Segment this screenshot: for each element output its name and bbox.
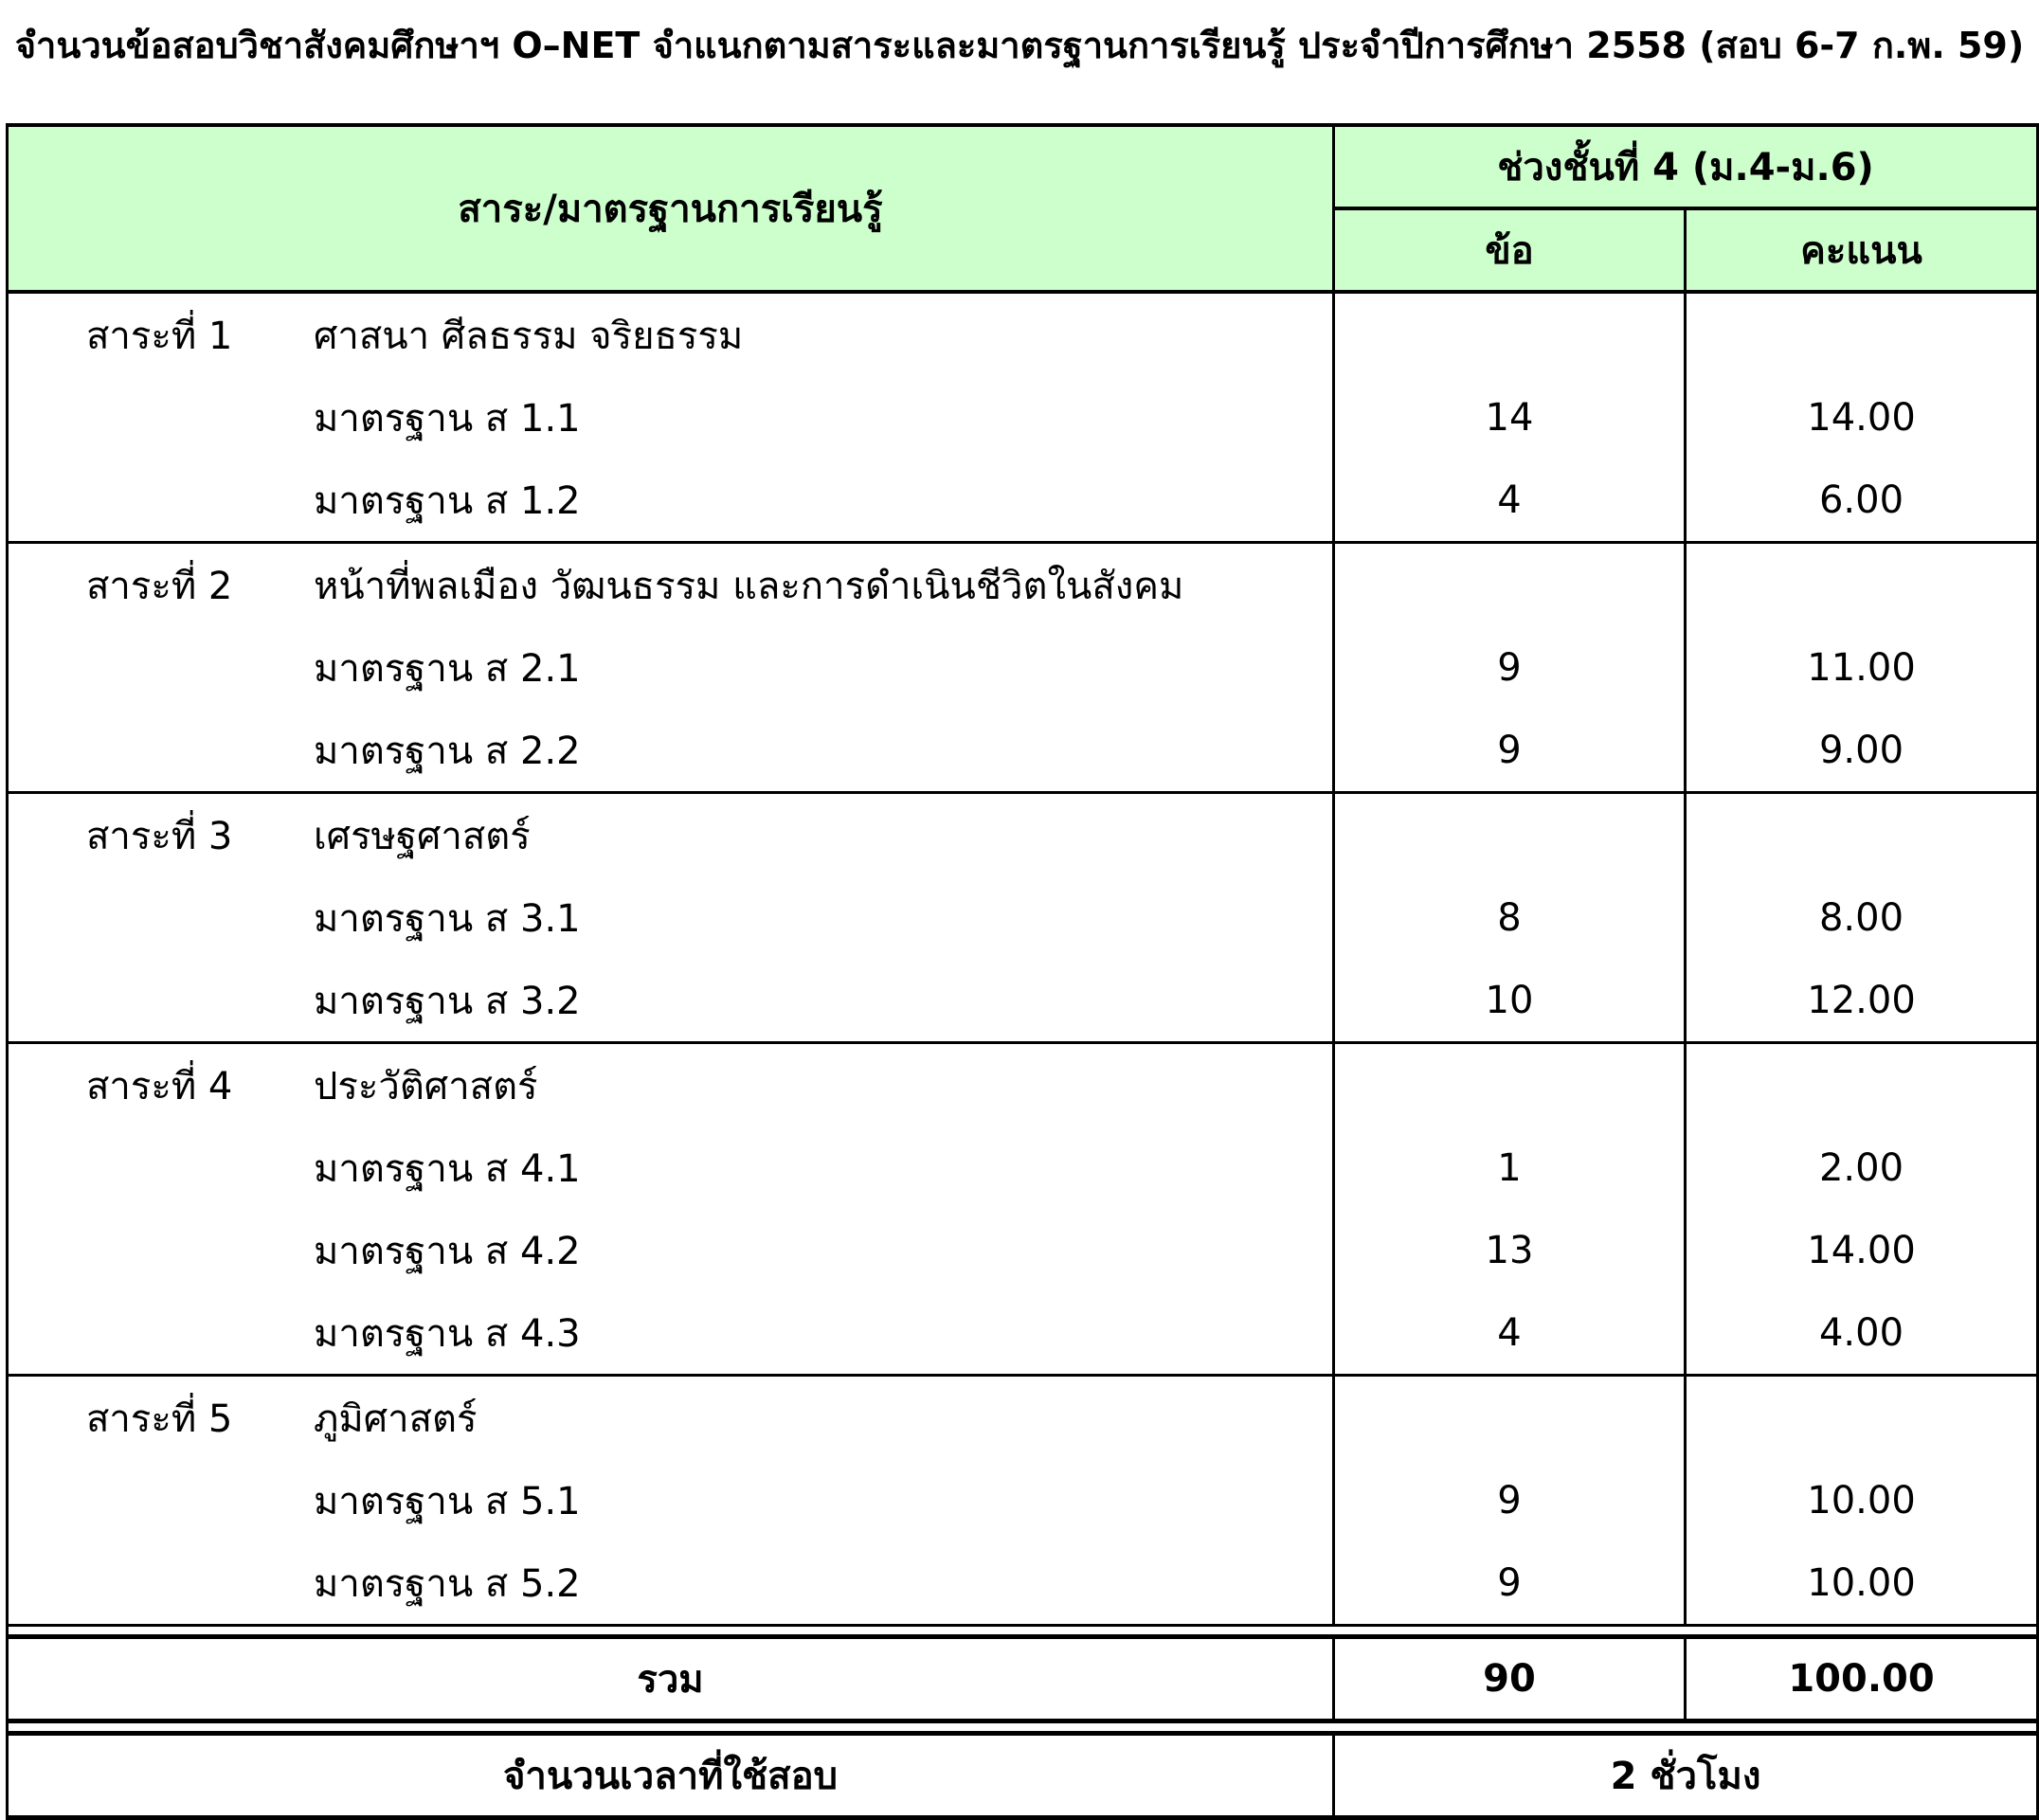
strand-items-cell bbox=[1334, 1376, 1686, 1460]
standard-score: 10.00 bbox=[1686, 1459, 2038, 1541]
strand-label-cell bbox=[8, 793, 1334, 877]
spacer-cell bbox=[8, 1721, 2038, 1734]
strand-subject: ภูมิศาสตร์ bbox=[314, 1397, 478, 1441]
strand-subject: หน้าที่พลเมือง วัฒนธรรม และการดำเนินชีวิตในสังคม bbox=[314, 564, 1184, 608]
standard-score: 6.00 bbox=[1686, 459, 2038, 543]
strand-label-cell bbox=[8, 292, 1334, 376]
total-row bbox=[8, 1637, 2038, 1721]
header-items: ข้อ bbox=[1334, 208, 1686, 292]
standard-label-cell bbox=[8, 1126, 1334, 1209]
standard-score: 9.00 bbox=[1686, 709, 2038, 793]
standard-label-cell bbox=[8, 459, 1334, 543]
standard-score: 14.00 bbox=[1686, 376, 2038, 459]
strand-items-cell bbox=[1334, 543, 1686, 627]
standard-name: มาตรฐาน ส 5.1 bbox=[314, 1479, 581, 1523]
standard-items: 9 bbox=[1334, 1541, 1686, 1626]
standard-label-cell bbox=[8, 1291, 1334, 1376]
strand-subject: ประวัติศาสตร์ bbox=[314, 1064, 538, 1108]
standard-row bbox=[8, 1291, 2038, 1376]
strand-items-cell bbox=[1334, 793, 1686, 877]
page-title: จำนวนข้อสอบวิชาสังคมศึกษาฯ O–NET จำแนกตามสาระและมาตรฐานการเรียนรู้ ประจำปีการศึกษา 2558 (สอบ 6-7 ก.พ. 59) bbox=[14, 25, 2025, 66]
standard-items: 13 bbox=[1334, 1209, 1686, 1291]
strand-row bbox=[8, 1043, 2038, 1127]
standard-name: มาตรฐาน ส 2.1 bbox=[314, 646, 581, 691]
spacer-row bbox=[8, 1626, 2038, 1637]
standard-row bbox=[8, 709, 2038, 793]
standard-score: 11.00 bbox=[1686, 626, 2038, 709]
standard-row bbox=[8, 1126, 2038, 1209]
strand-number: สาระที่ 5 bbox=[86, 1397, 233, 1441]
standard-name: มาตรฐาน ส 3.2 bbox=[314, 979, 581, 1023]
standard-name: มาตรฐาน ส 1.2 bbox=[314, 478, 581, 523]
total-score: 100.00 bbox=[1686, 1637, 2038, 1721]
standard-label-cell bbox=[8, 876, 1334, 959]
standard-label-cell bbox=[8, 376, 1334, 459]
header-range: ช่วงชั้นที่ 4 (ม.4-ม.6) bbox=[1334, 125, 2038, 208]
strand-number: สาระที่ 4 bbox=[86, 1064, 233, 1108]
standard-items: 4 bbox=[1334, 459, 1686, 543]
strand-label-cell bbox=[8, 543, 1334, 627]
standard-label-cell bbox=[8, 1209, 1334, 1291]
strand-score-cell bbox=[1686, 793, 2038, 877]
strand-items-cell bbox=[1334, 292, 1686, 376]
spacer-row bbox=[8, 1721, 2038, 1734]
standard-row bbox=[8, 626, 2038, 709]
strand-items-cell bbox=[1334, 1043, 1686, 1127]
exam-time-label: จำนวนเวลาที่ใช้สอบ bbox=[8, 1734, 1334, 1818]
strand-row bbox=[8, 543, 2038, 627]
strand-score-cell bbox=[1686, 1376, 2038, 1460]
standard-name: มาตรฐาน ส 3.1 bbox=[314, 896, 581, 941]
standard-items: 9 bbox=[1334, 1459, 1686, 1541]
standard-name: มาตรฐาน ส 4.3 bbox=[314, 1311, 581, 1356]
standard-label-cell bbox=[8, 1541, 1334, 1626]
standard-score: 12.00 bbox=[1686, 959, 2038, 1043]
strand-number: สาระที่ 3 bbox=[86, 814, 233, 858]
standard-score: 8.00 bbox=[1686, 876, 2038, 959]
exam-table bbox=[6, 123, 2039, 1820]
strand-label-cell bbox=[8, 1043, 1334, 1127]
standard-row bbox=[8, 376, 2038, 459]
strand-score-cell bbox=[1686, 1043, 2038, 1127]
standard-items: 8 bbox=[1334, 876, 1686, 959]
strand-subject: ศาสนา ศีลธรรม จริยธรรม bbox=[314, 314, 744, 358]
strand-row bbox=[8, 292, 2038, 376]
standard-row bbox=[8, 959, 2038, 1043]
standard-items: 10 bbox=[1334, 959, 1686, 1043]
strand-row bbox=[8, 1376, 2038, 1460]
standard-score: 14.00 bbox=[1686, 1209, 2038, 1291]
standard-items: 9 bbox=[1334, 709, 1686, 793]
exam-time-value: 2 ชั่วโมง bbox=[1334, 1734, 2038, 1818]
standard-name: มาตรฐาน ส 5.2 bbox=[314, 1561, 581, 1606]
total-items: 90 bbox=[1334, 1637, 1686, 1721]
standard-items: 14 bbox=[1334, 376, 1686, 459]
standard-score: 4.00 bbox=[1686, 1291, 2038, 1376]
spacer-cell bbox=[8, 1626, 2038, 1637]
standard-row bbox=[8, 459, 2038, 543]
standard-label-cell bbox=[8, 626, 1334, 709]
standard-items: 9 bbox=[1334, 626, 1686, 709]
standard-items: 1 bbox=[1334, 1126, 1686, 1209]
standard-label-cell bbox=[8, 1459, 1334, 1541]
standard-score: 10.00 bbox=[1686, 1541, 2038, 1626]
exam-time-row bbox=[8, 1734, 2038, 1818]
standard-row bbox=[8, 1459, 2038, 1541]
strand-score-cell bbox=[1686, 543, 2038, 627]
header-score: คะแนน bbox=[1686, 208, 2038, 292]
standard-name: มาตรฐาน ส 1.1 bbox=[314, 396, 581, 441]
standard-items: 4 bbox=[1334, 1291, 1686, 1376]
strand-subject: เศรษฐศาสตร์ bbox=[314, 814, 531, 858]
strand-label-cell bbox=[8, 1376, 1334, 1460]
standard-row bbox=[8, 1541, 2038, 1626]
standard-name: มาตรฐาน ส 4.2 bbox=[314, 1229, 581, 1273]
standard-name: มาตรฐาน ส 4.1 bbox=[314, 1146, 581, 1191]
strand-row bbox=[8, 793, 2038, 877]
standard-name: มาตรฐาน ส 2.2 bbox=[314, 729, 581, 773]
strand-number: สาระที่ 1 bbox=[86, 314, 233, 358]
standard-row bbox=[8, 876, 2038, 959]
strand-number: สาระที่ 2 bbox=[86, 564, 233, 608]
standard-label-cell bbox=[8, 959, 1334, 1043]
strand-score-cell bbox=[1686, 292, 2038, 376]
header-strand: สาระ/มาตรฐานการเรียนรู้ bbox=[8, 125, 1334, 292]
standard-label-cell bbox=[8, 709, 1334, 793]
standard-row bbox=[8, 1209, 2038, 1291]
total-label: รวม bbox=[8, 1637, 1334, 1721]
standard-score: 2.00 bbox=[1686, 1126, 2038, 1209]
header-row-top bbox=[8, 125, 2038, 208]
